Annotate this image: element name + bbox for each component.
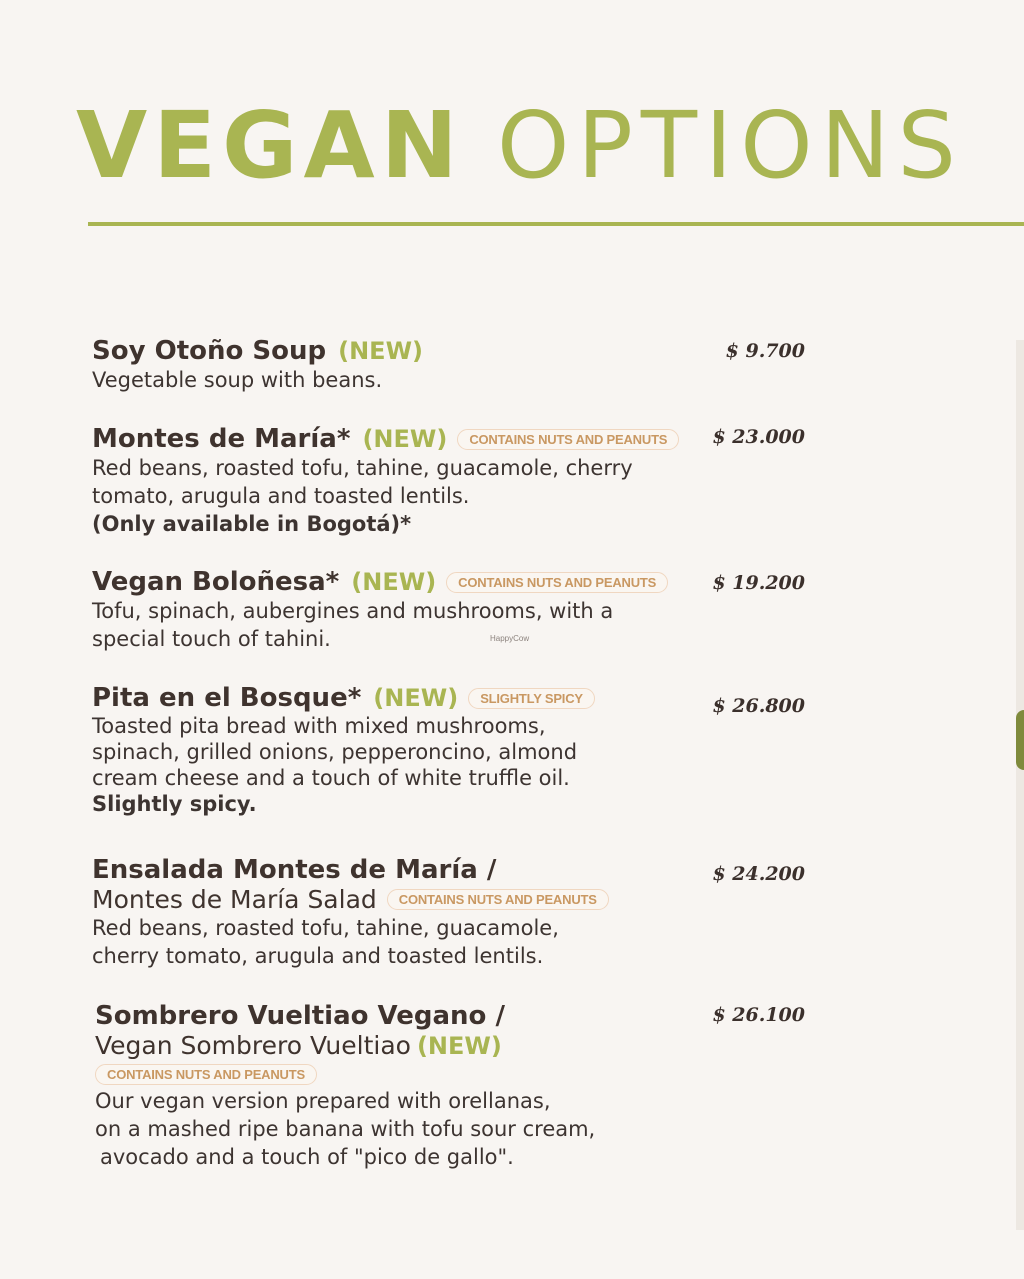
- new-badge: (NEW): [373, 684, 459, 712]
- item-header: [92, 885, 812, 914]
- availability-note: (Only available in Bogotá)*: [92, 512, 412, 536]
- item-name: Sombrero Vueltiao Vegano /: [95, 1001, 505, 1031]
- item-name: Vegan Boloñesa*: [92, 567, 340, 597]
- spicy-tag: SLIGHTLY SPICY: [468, 688, 595, 709]
- item-description: [95, 1087, 815, 1171]
- page-title: [76, 92, 964, 199]
- new-badge: (NEW): [362, 425, 448, 453]
- desc-line: cream cheese and a touch of white truffle oil.: [92, 766, 570, 790]
- item-name-english: Vegan Sombrero Vueltiao: [95, 1031, 411, 1060]
- item-price: $ 19.200: [712, 572, 805, 594]
- item-name-english: Montes de María Salad: [92, 885, 377, 914]
- item-name: Pita en el Bosque*: [92, 683, 362, 713]
- decorative-edge: [1016, 340, 1024, 1230]
- allergen-tag: CONTAINS NUTS AND PEANUTS: [95, 1064, 317, 1085]
- desc-line: cherry tomato, arugula and toasted lentils.: [92, 944, 544, 968]
- allergen-tag: CONTAINS NUTS AND PEANUTS: [457, 429, 679, 450]
- desc-line: Tofu, spinach, aubergines and mushrooms, with a: [92, 599, 614, 623]
- title-light: OPTIONS: [497, 92, 964, 199]
- desc-line: Our vegan version prepared with orellanas,: [95, 1089, 551, 1113]
- item-price: $ 23.000: [712, 426, 805, 448]
- allergen-tag: CONTAINS NUTS AND PEANUTS: [387, 889, 609, 910]
- desc-line: on a mashed ripe banana with tofu sour cream,: [95, 1117, 596, 1141]
- item-description: [92, 366, 812, 394]
- item-description: [92, 597, 812, 653]
- item-header: [95, 1031, 815, 1060]
- desc-line: Red beans, roasted tofu, tahine, guacamole, cherry: [92, 456, 633, 480]
- new-badge: (NEW): [338, 337, 424, 365]
- desc-line: Toasted pita bread with mixed mushrooms,: [92, 714, 546, 738]
- desc-line: Vegetable soup with beans.: [92, 368, 383, 392]
- watermark: HappyCow: [490, 634, 530, 643]
- desc-line: Red beans, roasted tofu, tahine, guacamole,: [92, 916, 559, 940]
- desc-line: avocado and a touch of "pico de gallo".: [100, 1145, 514, 1169]
- item-price: $ 26.800: [712, 695, 805, 717]
- spicy-note: Slightly spicy.: [92, 792, 257, 816]
- desc-line: spinach, grilled onions, pepperoncino, almond: [92, 740, 578, 764]
- item-description: [92, 914, 812, 970]
- item-price: $ 9.700: [725, 340, 805, 362]
- menu-item-sombrero-vueltiao: [95, 1001, 815, 1171]
- item-price: $ 26.100: [712, 1004, 805, 1026]
- new-badge: (NEW): [351, 568, 437, 596]
- item-name: Ensalada Montes de María /: [92, 855, 497, 885]
- title-divider: [88, 222, 1024, 226]
- item-name: Montes de María*: [92, 424, 351, 454]
- leaf-decoration: [1016, 710, 1024, 770]
- desc-line: tomato, arugula and toasted lentils.: [92, 484, 470, 508]
- allergen-tag: CONTAINS NUTS AND PEANUTS: [446, 572, 668, 593]
- title-bold: VEGAN: [76, 92, 464, 199]
- item-price: $ 24.200: [712, 863, 805, 885]
- desc-line: special touch of tahini.: [92, 627, 331, 651]
- item-name: Soy Otoño Soup: [92, 336, 327, 366]
- item-description: [92, 713, 812, 817]
- new-badge: (NEW): [416, 1031, 502, 1060]
- item-description: [92, 454, 812, 538]
